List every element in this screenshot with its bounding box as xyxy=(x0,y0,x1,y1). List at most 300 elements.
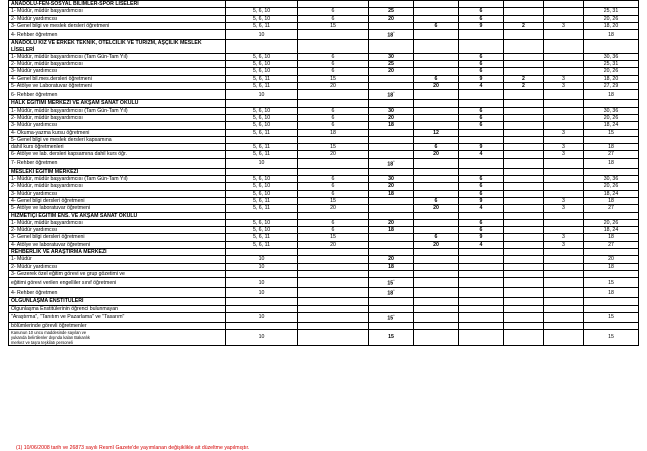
value-cell-a xyxy=(226,136,298,143)
cell-value: 20, 26 xyxy=(603,219,619,226)
value-cell-a xyxy=(226,305,298,312)
value-cell-g xyxy=(544,197,584,204)
cell-value: 4 xyxy=(479,205,483,212)
value-cell-g xyxy=(544,61,584,68)
empty-cell xyxy=(459,100,504,107)
value-cell-b xyxy=(298,205,369,212)
value-cell-c xyxy=(369,144,414,151)
cell-value: 6 xyxy=(434,75,438,82)
value-cell-e xyxy=(459,197,504,204)
course-hours-table xyxy=(8,0,639,346)
value-cell-b xyxy=(298,219,369,226)
group-header-row xyxy=(9,40,639,54)
value-cell-g xyxy=(544,114,584,121)
value-cell-e xyxy=(459,129,504,136)
cell-value: 5, 6, 11 xyxy=(253,205,270,212)
value-cell-b xyxy=(298,8,369,15)
cell-value: 6 xyxy=(479,114,483,121)
empty-cell xyxy=(584,298,639,305)
value-cell-g xyxy=(544,144,584,151)
value-cell-d xyxy=(414,322,459,329)
value-cell-c xyxy=(369,75,414,82)
value-cell-a xyxy=(226,241,298,248)
cell-value: 10 xyxy=(258,263,265,270)
cell-value: 20 xyxy=(330,241,336,248)
cell-value: 3 xyxy=(562,75,565,82)
cell-value: 18, 20 xyxy=(603,22,619,29)
value-cell-d xyxy=(414,83,459,90)
cell-value: 6 xyxy=(331,183,335,190)
table-row xyxy=(9,151,639,158)
cell-value: 18 xyxy=(387,290,394,297)
table-row xyxy=(9,234,639,241)
value-cell-d xyxy=(414,53,459,60)
empty-cell xyxy=(584,1,639,8)
value-cell-d xyxy=(414,136,459,143)
value-cell-b xyxy=(298,322,369,329)
table-row xyxy=(9,197,639,204)
cell-value: 5, 6, 11 xyxy=(253,129,270,136)
value-cell-f xyxy=(504,278,544,288)
cell-value: 5, 6, 11 xyxy=(253,83,270,89)
value-cell-a xyxy=(226,278,298,288)
cell-value: 6 xyxy=(434,234,438,241)
cell-value: 6 xyxy=(479,8,483,15)
group-header-row xyxy=(9,100,639,107)
cell-value: 6 xyxy=(479,190,483,197)
cell-value: 6 xyxy=(479,107,483,114)
value-cell-e xyxy=(459,288,504,298)
value-cell-a xyxy=(226,107,298,114)
value-cell-c xyxy=(369,322,414,329)
value-cell-f xyxy=(504,8,544,15)
cell-value: 15 xyxy=(330,75,336,82)
cell-value: 5, 6, 10 xyxy=(252,53,271,60)
row-label: 1- Müdür, müdür başyardımcısı (Tam Gün-Tam Yıl) xyxy=(9,53,226,60)
value-cell-b xyxy=(298,83,369,90)
table-row xyxy=(9,205,639,212)
value-cell-f xyxy=(504,219,544,226)
value-cell-c xyxy=(369,205,414,212)
cell-value: 10 xyxy=(258,289,265,296)
row-label: 1- Müdür xyxy=(9,256,226,263)
row-label: 5- Atölye ve Laboratuvar öğretmeni xyxy=(9,83,226,90)
value-cell-e xyxy=(459,183,504,190)
value-cell-c xyxy=(369,288,414,298)
cell-value: 5, 6, 11 xyxy=(253,22,270,29)
row-label: 2- Müdür yardımcısı xyxy=(9,263,226,270)
empty-cell xyxy=(544,298,584,305)
value-cell-a xyxy=(226,8,298,15)
value-cell-f xyxy=(504,15,544,22)
footnote-mark: * xyxy=(393,279,395,284)
group-header-row xyxy=(9,249,639,256)
value-cell-e xyxy=(459,61,504,68)
cell-value: 6 xyxy=(331,122,335,129)
table-row xyxy=(9,219,639,226)
cell-value: 5, 6, 11 xyxy=(253,151,270,158)
value-cell-b xyxy=(298,305,369,312)
cell-value: 20 xyxy=(608,256,614,263)
table-row xyxy=(9,158,639,168)
value-cell-h xyxy=(584,190,639,197)
value-cell-g xyxy=(544,22,584,29)
value-cell-h xyxy=(584,8,639,15)
cell-value: 6 xyxy=(479,227,483,234)
value-cell-c xyxy=(369,197,414,204)
cell-value: 6 xyxy=(331,8,335,15)
group-title: ANADOLU-FEN-SOSYAL BİLİMLER-SPOR LİSELERİ xyxy=(9,1,226,8)
row-label: 2- Müdür, müdür başyardımcısı xyxy=(9,183,226,190)
value-cell-g xyxy=(544,129,584,136)
empty-cell xyxy=(369,212,414,219)
value-cell-d xyxy=(414,90,459,100)
value-cell-a xyxy=(226,263,298,270)
footnote: (1) 10/06/2008 tarih ve 26873 sayılı Resmî Gazete'de yayımlanan değişiklikle ait düzeltme yapılmıştır. xyxy=(16,445,250,451)
cell-value: 6 xyxy=(479,53,483,60)
row-label: 4- Okuma-yazma kursu öğretmeni xyxy=(9,129,226,136)
value-cell-h xyxy=(584,227,639,234)
cell-value: 18 xyxy=(608,160,614,167)
cell-value: 3 xyxy=(562,129,565,136)
value-cell-d xyxy=(414,8,459,15)
cell-value: 20 xyxy=(433,83,439,89)
empty-cell xyxy=(369,168,414,175)
cell-value: 15 xyxy=(330,22,336,29)
value-cell-h xyxy=(584,61,639,68)
value-cell-a xyxy=(226,312,298,322)
value-cell-c xyxy=(369,114,414,121)
value-cell-c xyxy=(369,8,414,15)
empty-cell xyxy=(298,249,369,256)
cell-value: 25 xyxy=(388,61,394,68)
value-cell-c xyxy=(369,53,414,60)
cell-value: 2 xyxy=(522,83,525,89)
row-label: 3- Müdür yardımcısı xyxy=(9,190,226,197)
value-cell-d xyxy=(414,30,459,40)
value-cell-e xyxy=(459,219,504,226)
value-cell-h xyxy=(584,22,639,29)
value-cell-b xyxy=(298,197,369,204)
row-label: Olgunlaşma Enstitülerinin öğrenci bulunmayan xyxy=(9,305,226,312)
value-cell-c xyxy=(369,158,414,168)
footnote-mark: * xyxy=(393,91,395,96)
empty-cell xyxy=(544,40,584,54)
value-cell-a xyxy=(226,61,298,68)
value-cell-a xyxy=(226,183,298,190)
value-cell-h xyxy=(584,256,639,263)
value-cell-g xyxy=(544,30,584,40)
footnote-mark: * xyxy=(393,289,395,294)
table-row xyxy=(9,129,639,136)
value-cell-f xyxy=(504,22,544,29)
cell-value: 3 xyxy=(562,151,565,158)
cell-value: 20 xyxy=(388,15,394,22)
cell-value: 5, 6, 11 xyxy=(253,197,270,204)
cell-value: 27 xyxy=(608,151,614,158)
value-cell-f xyxy=(504,263,544,270)
cell-value: 5, 6, 10 xyxy=(252,122,271,129)
value-cell-d xyxy=(414,234,459,241)
value-cell-g xyxy=(544,190,584,197)
cell-value: 15 xyxy=(330,144,336,151)
empty-cell xyxy=(226,1,298,8)
empty-cell xyxy=(504,1,544,8)
row-label-line: yukarıda belirtilenler dışında kalan Bakanlık xyxy=(11,335,90,341)
empty-cell xyxy=(459,212,504,219)
cell-value: 10 xyxy=(258,160,265,167)
value-cell-a xyxy=(226,53,298,60)
cell-value: 3 xyxy=(562,144,565,151)
value-cell-h xyxy=(584,151,639,158)
value-cell-c xyxy=(369,83,414,90)
value-cell-h xyxy=(584,83,639,90)
value-cell-f xyxy=(504,197,544,204)
value-cell-e xyxy=(459,278,504,288)
group-title: HALK EĞİTİMİ MERKEZİ VE AKŞAM SANAT OKULU xyxy=(9,100,226,107)
cell-value: 3 xyxy=(562,83,565,89)
cell-value: 18 xyxy=(330,129,336,136)
value-cell-d xyxy=(414,144,459,151)
cell-value: 30 xyxy=(388,53,394,60)
group-header-row xyxy=(9,298,639,305)
cell-value: 6 xyxy=(479,68,483,75)
cell-value: 9 xyxy=(479,197,483,204)
cell-value: 6 xyxy=(331,190,335,197)
value-cell-e xyxy=(459,270,504,277)
value-cell-b xyxy=(298,288,369,298)
value-cell-d xyxy=(414,219,459,226)
value-cell-f xyxy=(504,183,544,190)
value-cell-a xyxy=(226,30,298,40)
value-cell-f xyxy=(504,288,544,298)
cell-value: 15 xyxy=(330,234,336,241)
empty-cell xyxy=(504,298,544,305)
value-cell-d xyxy=(414,151,459,158)
cell-value: 4 xyxy=(479,151,483,158)
value-cell-f xyxy=(504,227,544,234)
value-cell-b xyxy=(298,68,369,75)
value-cell-a xyxy=(226,151,298,158)
value-cell-b xyxy=(298,107,369,114)
cell-value: 15 xyxy=(330,197,336,204)
value-cell-d xyxy=(414,190,459,197)
footnote-mark: * xyxy=(393,31,395,36)
empty-cell xyxy=(459,1,504,8)
row-label: 4- Rehber öğretmen xyxy=(9,30,226,40)
table-row xyxy=(9,241,639,248)
row-label: 3- Müdür yardımcısı xyxy=(9,68,226,75)
value-cell-f xyxy=(504,234,544,241)
cell-value: 20, 26 xyxy=(603,15,619,22)
cell-value: 9 xyxy=(479,234,483,241)
cell-value: 15 xyxy=(608,129,614,136)
cell-value: 20 xyxy=(330,205,336,212)
value-cell-e xyxy=(459,322,504,329)
cell-value: 5, 6, 10 xyxy=(252,219,271,226)
table-row-personnel xyxy=(9,330,639,346)
value-cell-b xyxy=(298,183,369,190)
value-cell-g xyxy=(544,68,584,75)
value-cell-g xyxy=(544,322,584,329)
value-cell-c xyxy=(369,15,414,22)
value-cell-f xyxy=(504,136,544,143)
value-cell-a xyxy=(226,68,298,75)
cell-value: 18, 24 xyxy=(603,190,619,197)
value-cell-f xyxy=(504,205,544,212)
value-cell-c xyxy=(369,68,414,75)
table-row xyxy=(9,53,639,60)
value-cell-c xyxy=(369,151,414,158)
value-cell-g xyxy=(544,205,584,212)
value-cell-g xyxy=(544,234,584,241)
value-cell-d xyxy=(414,227,459,234)
row-label xyxy=(9,330,226,346)
value-cell-h xyxy=(584,197,639,204)
row-label: 5- Genel bilgi ve meslek dersleri kapsamına xyxy=(9,136,226,143)
value-cell-h xyxy=(584,176,639,183)
value-cell-d xyxy=(414,176,459,183)
group-header-row xyxy=(9,1,639,8)
group-title: ANADOLU KIZ VE ERKEK TEKNİK, OTELCİLİK VE TURİZM, AŞÇILIK MESLEK LİSELERİ xyxy=(9,40,226,54)
value-cell-c xyxy=(369,107,414,114)
value-cell-h xyxy=(584,270,639,277)
value-cell-e xyxy=(459,190,504,197)
cell-value: 20 xyxy=(433,151,439,158)
value-cell-e xyxy=(459,263,504,270)
value-cell-a xyxy=(226,22,298,29)
value-cell-d xyxy=(414,129,459,136)
value-cell-e xyxy=(459,15,504,22)
value-cell-g xyxy=(544,227,584,234)
value-cell-a xyxy=(226,190,298,197)
cell-value: 18, 24 xyxy=(603,227,619,234)
empty-cell xyxy=(584,212,639,219)
value-cell-a xyxy=(226,90,298,100)
cell-value: 5, 6, 10 xyxy=(252,68,271,75)
value-cell-f xyxy=(504,322,544,329)
value-cell-d xyxy=(414,330,459,346)
value-cell-b xyxy=(298,190,369,197)
empty-cell xyxy=(504,100,544,107)
value-cell-c xyxy=(369,90,414,100)
value-cell-a xyxy=(226,129,298,136)
cell-value: 9 xyxy=(479,75,483,82)
empty-cell xyxy=(369,1,414,8)
cell-value: 27, 29 xyxy=(603,83,619,89)
value-cell-g xyxy=(544,288,584,298)
empty-cell xyxy=(226,249,298,256)
value-cell-d xyxy=(414,270,459,277)
group-title: HİZMETİÇİ EĞİTİM ENS. VE AKŞAM SANAT OKULU xyxy=(9,212,226,219)
table-row xyxy=(9,322,639,329)
cell-value: 18 xyxy=(608,91,614,98)
empty-cell xyxy=(504,168,544,175)
value-cell-g xyxy=(544,107,584,114)
value-cell-f xyxy=(504,312,544,322)
value-cell-a xyxy=(226,322,298,329)
footnote-mark: * xyxy=(393,159,395,164)
value-cell-g xyxy=(544,90,584,100)
cell-value: 30 xyxy=(388,176,394,183)
empty-cell xyxy=(504,212,544,219)
value-cell-b xyxy=(298,151,369,158)
value-cell-h xyxy=(584,158,639,168)
cell-value: 6 xyxy=(331,176,335,183)
empty-cell xyxy=(226,40,298,54)
value-cell-d xyxy=(414,68,459,75)
value-cell-e xyxy=(459,305,504,312)
row-label-line: merkez ve taşra teşkilatı personeli xyxy=(11,340,73,346)
empty-cell xyxy=(459,249,504,256)
value-cell-d xyxy=(414,107,459,114)
table-row xyxy=(9,61,639,68)
table-row xyxy=(9,288,639,298)
value-cell-h xyxy=(584,129,639,136)
table-row xyxy=(9,227,639,234)
empty-cell xyxy=(369,249,414,256)
value-cell-f xyxy=(504,158,544,168)
cell-value: 20 xyxy=(433,241,439,248)
value-cell-c xyxy=(369,305,414,312)
value-cell-c xyxy=(369,122,414,129)
empty-cell xyxy=(459,168,504,175)
value-cell-d xyxy=(414,158,459,168)
cell-value: 18 xyxy=(388,227,394,234)
empty-cell xyxy=(459,298,504,305)
value-cell-f xyxy=(504,256,544,263)
empty-cell xyxy=(226,212,298,219)
value-cell-e xyxy=(459,330,504,346)
value-cell-h xyxy=(584,219,639,226)
value-cell-g xyxy=(544,312,584,322)
table-row xyxy=(9,176,639,183)
value-cell-f xyxy=(504,305,544,312)
cell-value: 2 xyxy=(522,75,525,82)
value-cell-h xyxy=(584,183,639,190)
value-cell-a xyxy=(226,144,298,151)
empty-cell xyxy=(369,100,414,107)
cell-value: 5, 6, 10 xyxy=(252,15,271,22)
value-cell-e xyxy=(459,83,504,90)
empty-cell xyxy=(414,212,459,219)
cell-value: 6 xyxy=(479,15,483,22)
value-cell-e xyxy=(459,68,504,75)
value-cell-b xyxy=(298,30,369,40)
value-cell-g xyxy=(544,263,584,270)
cell-value: 6 xyxy=(331,61,335,68)
cell-value: 18 xyxy=(387,93,394,100)
value-cell-c xyxy=(369,219,414,226)
value-cell-g xyxy=(544,8,584,15)
empty-cell xyxy=(584,249,639,256)
value-cell-e xyxy=(459,234,504,241)
empty-cell xyxy=(414,168,459,175)
row-label: dahil kurs öğretmenleri xyxy=(9,144,226,151)
value-cell-a xyxy=(226,288,298,298)
cell-value: 20 xyxy=(388,219,394,226)
value-cell-f xyxy=(504,330,544,346)
table-row xyxy=(9,312,639,322)
table-row xyxy=(9,136,639,143)
value-cell-a xyxy=(226,83,298,90)
value-cell-d xyxy=(414,197,459,204)
empty-cell xyxy=(584,168,639,175)
empty-cell xyxy=(504,249,544,256)
cell-value: 6 xyxy=(331,107,335,114)
row-label: 4- Atölye ve laboratuvar öğretmeni xyxy=(9,241,226,248)
value-cell-b xyxy=(298,256,369,263)
